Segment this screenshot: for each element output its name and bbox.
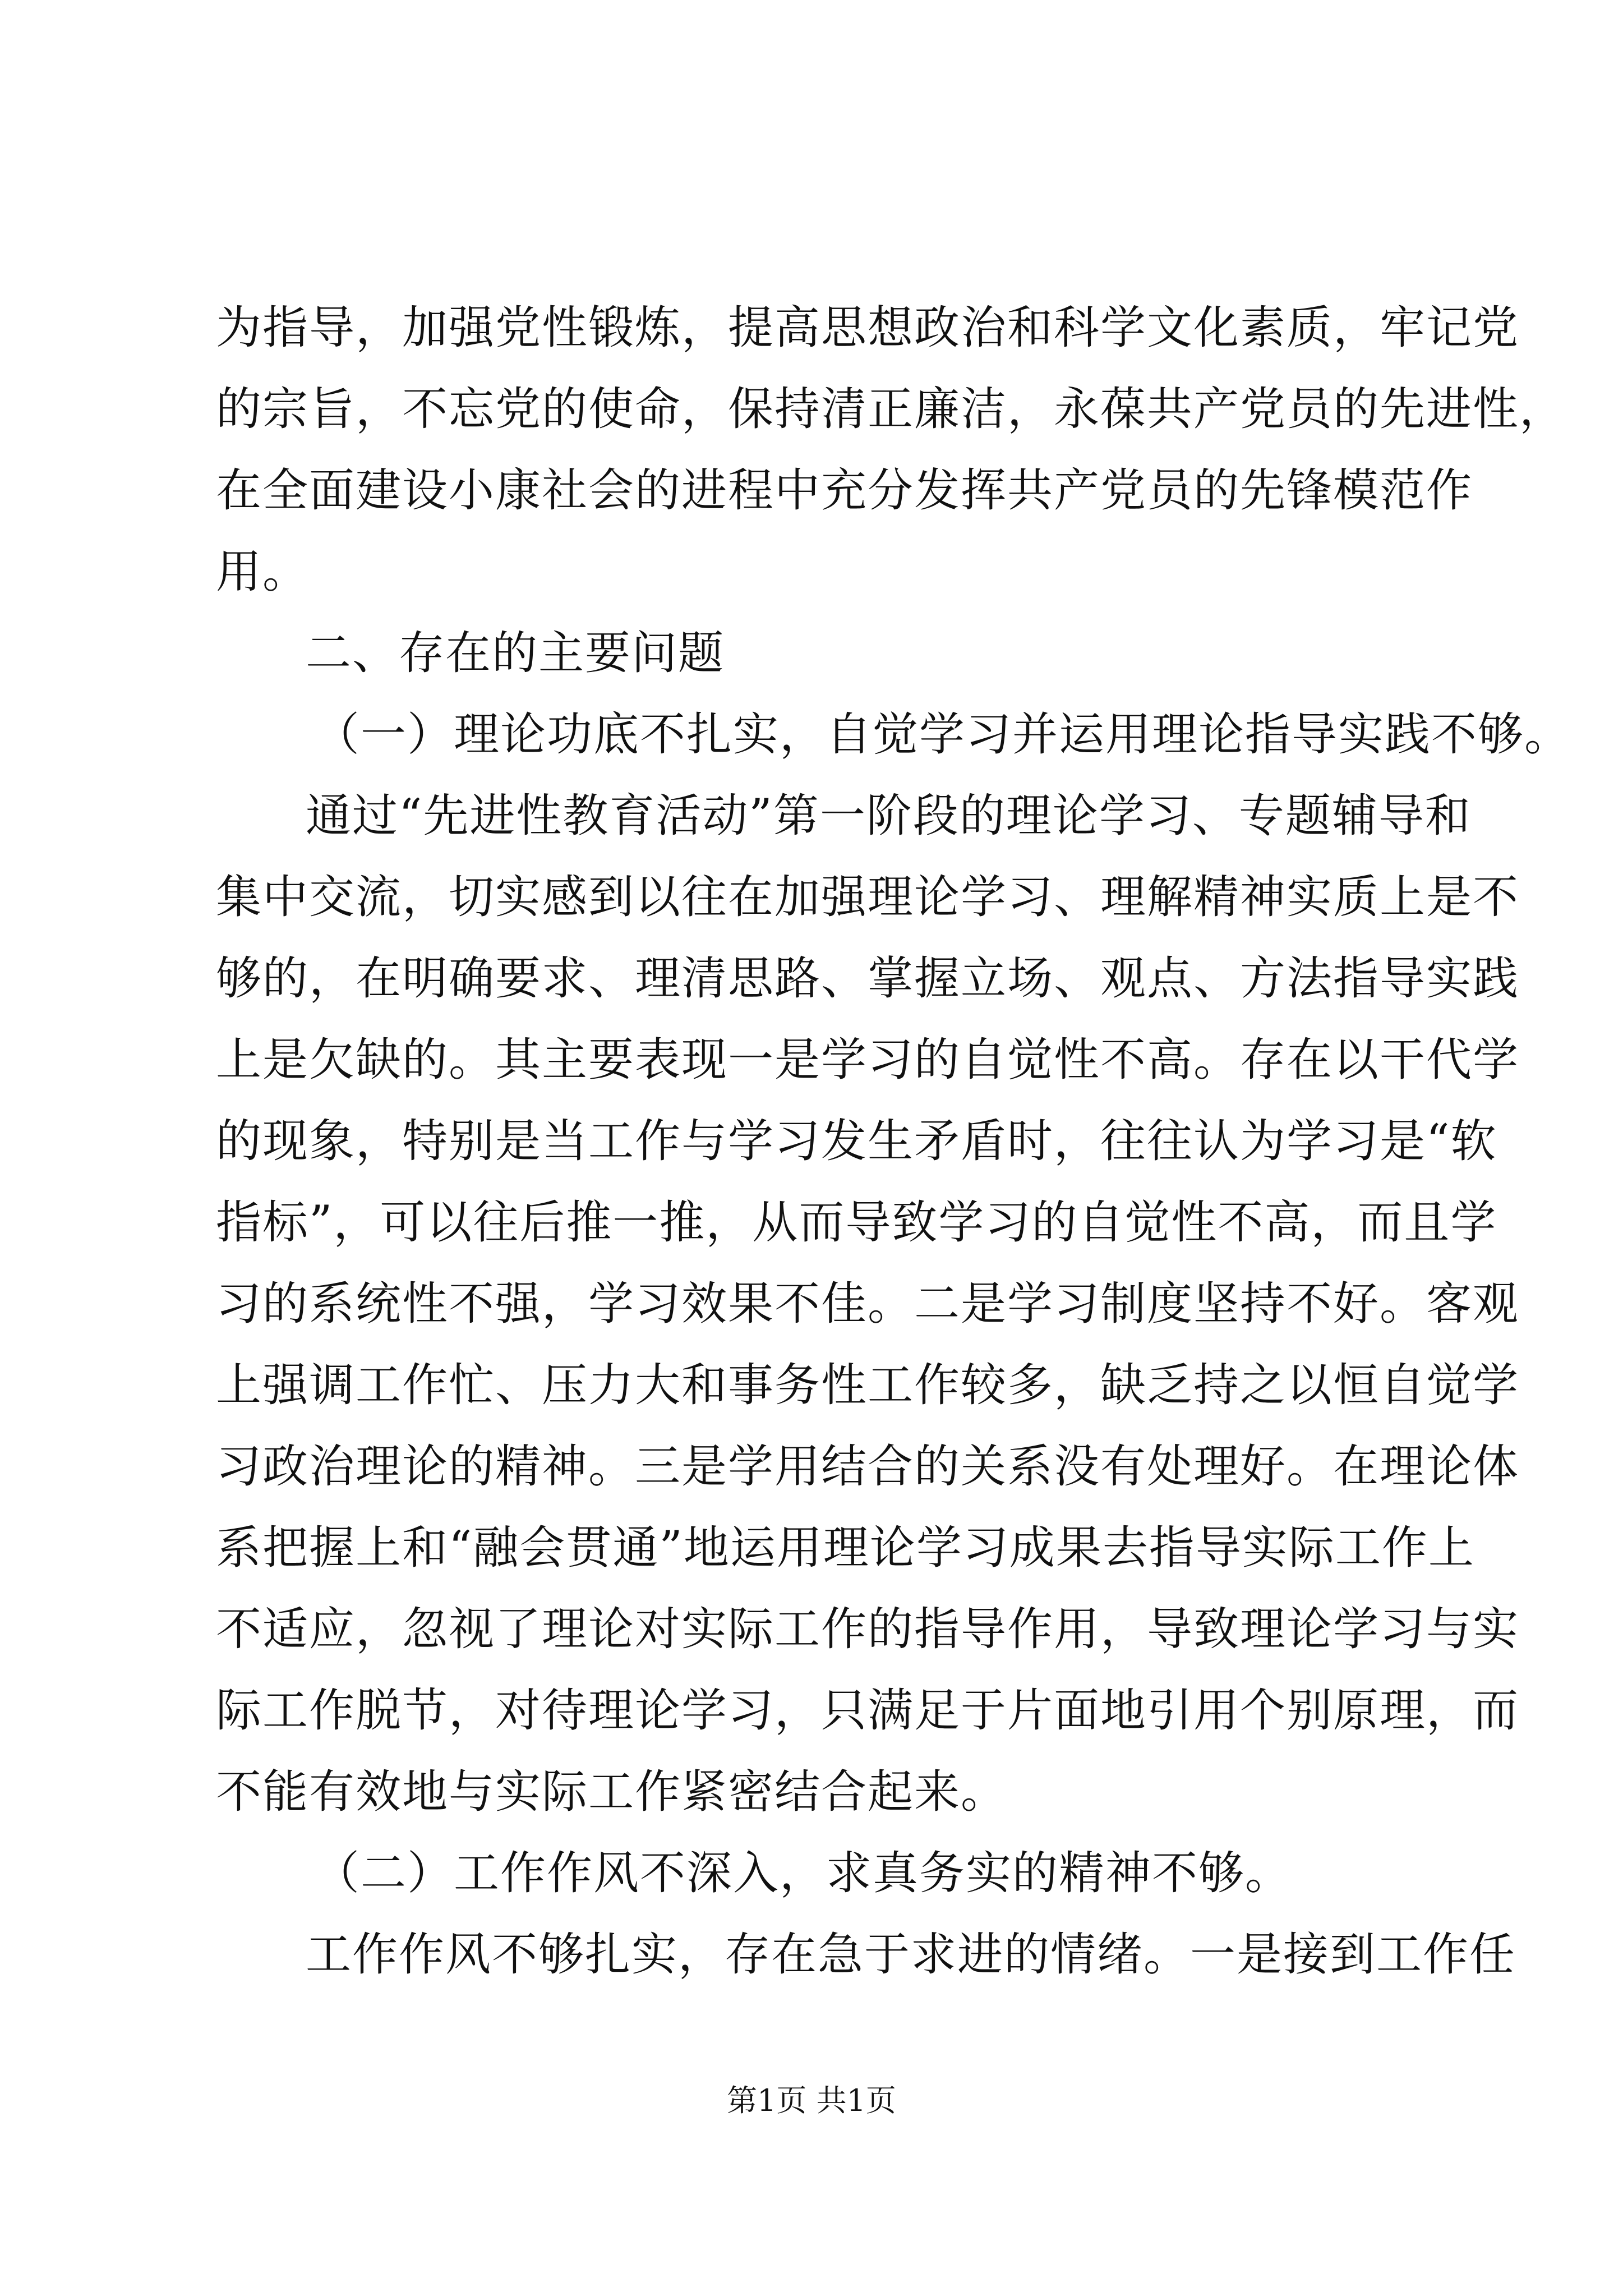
body-line-7: 通过“先进性教育活动”第一阶段的理论学习、专题辅导和 (306, 790, 1472, 843)
body-line-16: 系把握上和“融会贯通”地运用理论学习成果去指导实际工作上 (216, 1522, 1475, 1575)
body-line-9: 够的，在明确要求、理清思路、掌握立场、观点、方法指导实践 (216, 953, 1520, 1005)
body-line-2: 的宗旨，不忘党的使命，保持清正廉洁，永葆共产党员的先进性， (216, 383, 1566, 436)
subheading-one: （一）理论功底不扎实，自觉学习并运用理论指导实践不够。 (314, 708, 1571, 761)
body-line-4: 用。 (216, 546, 310, 599)
body-line-10: 上是欠缺的。其主要表现一是学习的自觉性不高。存在以干代学 (216, 1034, 1520, 1087)
body-line-19: 不能有效地与实际工作紧密结合起来。 (216, 1766, 1008, 1819)
body-line-21: 工作作风不够扎实，存在急于求进的情绪。一是接到工作任 (306, 1929, 1516, 1981)
body-line-17: 不适应，忽视了理论对实际工作的指导作用，导致理论学习与实 (216, 1603, 1520, 1656)
body-line-11: 的现象，特别是当工作与学习发生矛盾时，往往认为学习是“软 (216, 1115, 1497, 1168)
body-line-18: 际工作脱节，对待理论学习，只满足于片面地引用个别原理，而 (216, 1685, 1520, 1737)
page-footer: 第1页 共1页 (727, 2083, 896, 2118)
body-line-14: 上强调工作忙、压力大和事务性工作较多，缺乏持之以恒自觉学 (216, 1359, 1520, 1412)
body-line-15: 习政治理论的精神。三是学用结合的关系没有处理好。在理论体 (216, 1441, 1520, 1493)
subheading-two: （二）工作作风不深入，求真务实的精神不够。 (314, 1847, 1292, 1900)
body-line-12: 指标”，可以往后推一推，从而导致学习的自觉性不高，而且学 (216, 1197, 1497, 1249)
section-heading: 二、存在的主要问题 (306, 627, 725, 680)
body-line-1: 为指导，加强党性锻炼，提高思想政治和科学文化素质，牢记党 (216, 302, 1520, 355)
body-line-8: 集中交流，切实感到以往在加强理论学习、理解精神实质上是不 (216, 871, 1520, 924)
body-line-3: 在全面建设小康社会的进程中充分发挥共产党员的先锋模范作 (216, 464, 1473, 517)
body-line-13: 习的系统性不强，学习效果不佳。二是学习制度坚持不好。客观 (216, 1278, 1520, 1331)
